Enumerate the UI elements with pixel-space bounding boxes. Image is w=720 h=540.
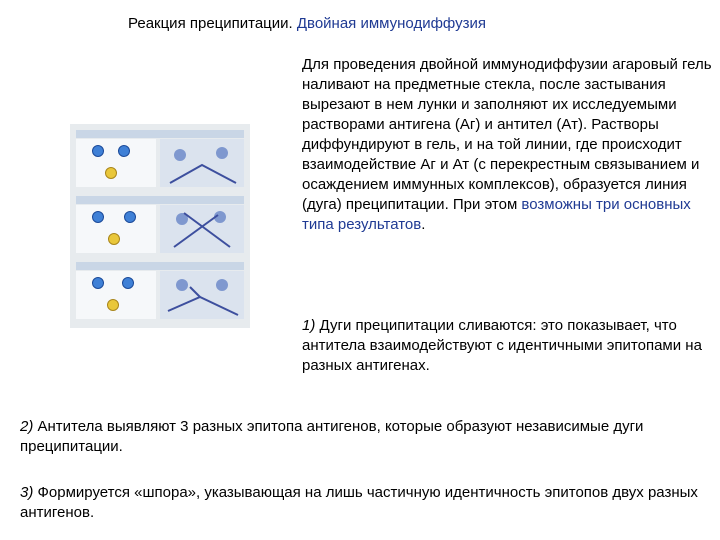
immunodiffusion-figure: [70, 124, 250, 328]
result-2-paragraph: [20, 417, 710, 457]
result-1-text: Дуги преципитации сливаются: это показывает, что антитела взаимодействуют с идентичными эпитопами на разных антигенах.: [302, 317, 702, 374]
result-3-number: 3): [20, 484, 34, 501]
result-1-number: 1): [302, 317, 316, 334]
figure-panel-2-diagram: [76, 205, 156, 253]
precipitin-arc-spur: [160, 271, 244, 319]
figure-panel-1-photo: [160, 139, 244, 187]
antigen-well: [118, 145, 130, 157]
intro-highlight: возможны три основных типа результатов: [302, 196, 691, 233]
figure-panel-2: [76, 196, 244, 254]
figure-panel-2-label: [76, 196, 244, 204]
precipitin-arcs-crossing: [160, 205, 244, 253]
antigen-well: [122, 277, 134, 289]
figure-panel-3-label: [76, 262, 244, 270]
figure-panel-3: [76, 262, 244, 320]
result-2-text: Антитела выявляют 3 разных эпитопа антигенов, которые образуют независимые дуги преципитации.: [20, 418, 644, 455]
result-3-paragraph: [20, 483, 710, 523]
antibody-well: [105, 167, 117, 179]
intro-end: .: [421, 216, 426, 233]
figure-panel-3-photo: [160, 271, 244, 319]
antigen-well: [92, 211, 104, 223]
antibody-well: [108, 233, 120, 245]
figure-panel-3-diagram: [76, 271, 156, 319]
result-2-number: 2): [20, 418, 34, 435]
title-prefix: Реакция преципитации.: [128, 15, 297, 32]
antigen-well: [124, 211, 136, 223]
result-1-paragraph: [302, 316, 714, 376]
figure-panel-1-diagram: [76, 139, 156, 187]
result-3-text: Формируется «шпора», указывающая на лишь частичную идентичность эпитопов двух разных антигенов.: [20, 484, 698, 521]
figure-panel-1-label: [76, 130, 244, 138]
page-title: [128, 14, 486, 34]
antibody-well: [107, 299, 119, 311]
figure-panel-1: [76, 130, 244, 188]
antigen-well: [92, 277, 104, 289]
figure-panel-2-photo: [160, 205, 244, 253]
precipitin-arc-merged: [160, 139, 244, 187]
intro-text: Для проведения двойной иммунодиффузии агаровый гель наливают на предметные стекла, после застывания вырезают в нем лунки и заполняют их исследуемыми растворами антигена (Аг) и антител (Ат). Растворы диффундируют в гель, и на той линии, где происходит взаимодействие Аг и Ат (с перекрестным связыванием и осаждением иммунных комплексов), образуется линия (дуга) преципитации. При этом: [302, 56, 712, 213]
intro-paragraph: [302, 55, 714, 235]
antigen-well: [92, 145, 104, 157]
title-accent: Двойная иммунодиффузия: [296, 15, 486, 32]
